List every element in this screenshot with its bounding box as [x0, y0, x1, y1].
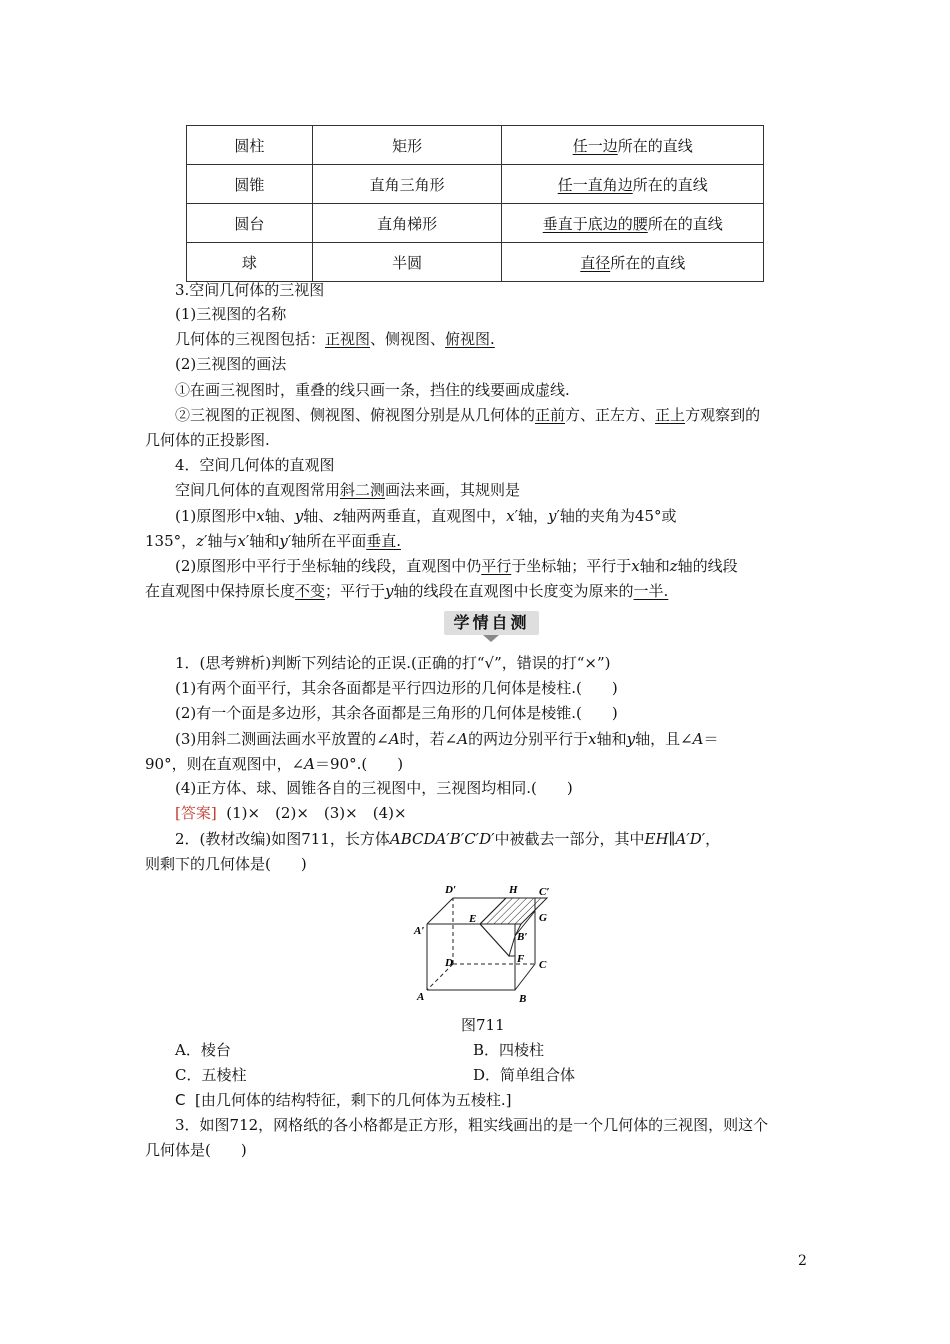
- underlined-answer: 垂直.: [366, 532, 402, 550]
- underlined-answer: 正视图: [325, 330, 371, 348]
- paragraph: 几何体的三视图包括：正视图、侧视图、俯视图.: [175, 330, 495, 348]
- table-cell: [502, 126, 764, 165]
- table-cell: 半圆: [312, 243, 502, 282]
- question-item: (3)用斜二测画法画水平放置的∠A时，若∠A的两边分别平行于x轴和y轴，且∠A＝: [175, 730, 719, 748]
- section-banner: 学情自测: [444, 611, 539, 635]
- bottom-edge: [515, 964, 535, 990]
- paragraph: 空间几何体的直观图常用斜二测画法来画，其规则是: [175, 481, 521, 499]
- answer-line: [175, 803, 407, 823]
- top-edge: [427, 898, 453, 924]
- table-row: [187, 126, 764, 165]
- underlined-answer: 不变: [295, 582, 326, 600]
- table-cell: 圆台: [187, 204, 313, 243]
- paragraph: ②三视图的正视图、侧视图、俯视图分别是从几何体的正前方、正左方、正上方观察到的: [175, 406, 761, 424]
- paragraph: 几何体的正投影图.: [145, 431, 270, 449]
- table-row: [187, 243, 764, 282]
- section-face: [480, 898, 547, 924]
- table-cell: 圆柱: [187, 126, 313, 165]
- question-stem: 3．如图712，网格纸的各小格都是正方形，粗实线画出的是一个几何体的三视图，则这个: [175, 1116, 769, 1134]
- vertex-label: C: [539, 959, 547, 971]
- vertex-label: D′: [445, 884, 457, 896]
- paragraph: 在直观图中保持原长度不变；平行于y轴的线段在直观图中长度变为原来的一半.: [145, 582, 669, 600]
- table-cell: 矩形: [312, 126, 502, 165]
- cell-text: 所在的直线: [647, 214, 723, 233]
- table-cell: 球: [187, 243, 313, 282]
- question-item: (1)有两个面平行，其余各面都是平行四边形的几何体是棱柱.( ): [175, 679, 618, 697]
- underlined-answer: 斜二测: [340, 481, 386, 499]
- banner-arrow-icon: [483, 635, 499, 642]
- cell-text: 所在的直线: [617, 136, 693, 155]
- vertex-label: C′: [539, 886, 550, 898]
- paragraph: (2)原图形中平行于坐标轴的线段，直观图中仍平行于坐标轴；平行于x轴和z轴的线段: [175, 557, 738, 575]
- underlined-answer: 正上: [655, 406, 686, 424]
- section-heading: 4．空间几何体的直观图: [175, 456, 335, 474]
- vertex-label: D: [445, 957, 453, 969]
- question-stem: 2．(教材改编)如图711，长方体ABCDA′B′C′D′中被截去一部分，其中EH∥A′D′，: [175, 830, 721, 848]
- underlined-answer: 一半.: [633, 582, 669, 600]
- section-heading: 3.空间几何体的三视图: [175, 281, 325, 299]
- table-cell: 直角梯形: [312, 204, 502, 243]
- option: D．简单组合体: [473, 1066, 576, 1084]
- option: B．四棱柱: [473, 1041, 545, 1059]
- vertex-label: G: [539, 912, 547, 924]
- table-row: [187, 204, 764, 243]
- table-cell: [502, 165, 764, 204]
- table-row: [187, 165, 764, 204]
- answer-tag: [答案]: [175, 804, 217, 822]
- question-stem: 则剩下的几何体是( ): [145, 855, 307, 873]
- cuboid-figure: [405, 878, 565, 1006]
- vertex-label: F: [517, 953, 525, 965]
- table-cell: [502, 204, 764, 243]
- underlined-answer: 直径: [580, 253, 611, 272]
- page-number: 2: [798, 1253, 807, 1269]
- front-edge: [427, 924, 515, 990]
- vertex-label: H: [509, 884, 518, 896]
- answer-line: [175, 1090, 512, 1110]
- vertex-label: B′: [517, 931, 528, 943]
- underlined-answer: 任一边: [572, 136, 618, 155]
- cell-text: 所在的直线: [610, 253, 686, 272]
- underlined-answer: 任一直角边: [557, 175, 633, 194]
- subheading: (1)三视图的名称: [175, 305, 287, 323]
- subheading: (2)三视图的画法: [175, 355, 287, 373]
- answer-letter: C: [175, 1091, 186, 1109]
- question-stem: 几何体是( ): [145, 1141, 247, 1159]
- underlined-answer: 平行: [481, 557, 512, 575]
- paragraph: (1)原图形中x轴、y轴、z轴两两垂直，直观图中，x′轴，y′轴的夹角为45°或: [175, 507, 677, 525]
- vertex-label: A: [417, 991, 425, 1003]
- option: C．五棱柱: [175, 1066, 247, 1084]
- table-cell: [502, 243, 764, 282]
- vertex-label: A′: [414, 925, 425, 937]
- figure-caption: 图711: [461, 1016, 505, 1034]
- question-item: (2)有一个面是多边形，其余各面都是三角形的几何体是棱锥.( ): [175, 704, 618, 722]
- question-stem: 1．(思考辨析)判断下列结论的正误.(正确的打“√”，错误的打“×”): [175, 654, 611, 672]
- answer-text: [由几何体的结构特征，剩下的几何体为五棱柱.]: [195, 1091, 512, 1109]
- underlined-answer: 俯视图.: [445, 330, 495, 348]
- paragraph: 135°，z′轴与x′轴和y′轴所在平面垂直.: [145, 532, 402, 550]
- underlined-answer: 正前: [535, 406, 566, 424]
- cell-text: 所在的直线: [632, 175, 708, 194]
- question-item: (4)正方体、球、圆锥各自的三视图中，三视图均相同.( ): [175, 779, 573, 797]
- option: A．棱台: [175, 1041, 231, 1059]
- vertex-label: E: [469, 913, 477, 925]
- table-cell: 圆锥: [187, 165, 313, 204]
- underlined-answer: 垂直于底边的腰: [542, 214, 648, 233]
- revolution-table: [186, 125, 764, 282]
- paragraph: ①在画三视图时，重叠的线只画一条，挡住的线要画成虚线.: [175, 381, 570, 399]
- answer-text: (1)× (2)× (3)× (4)×: [226, 804, 407, 822]
- question-item: 90°，则在直观图中，∠A＝90°.( ): [145, 755, 404, 773]
- vertex-label: B: [519, 993, 527, 1005]
- table-cell: 直角三角形: [312, 165, 502, 204]
